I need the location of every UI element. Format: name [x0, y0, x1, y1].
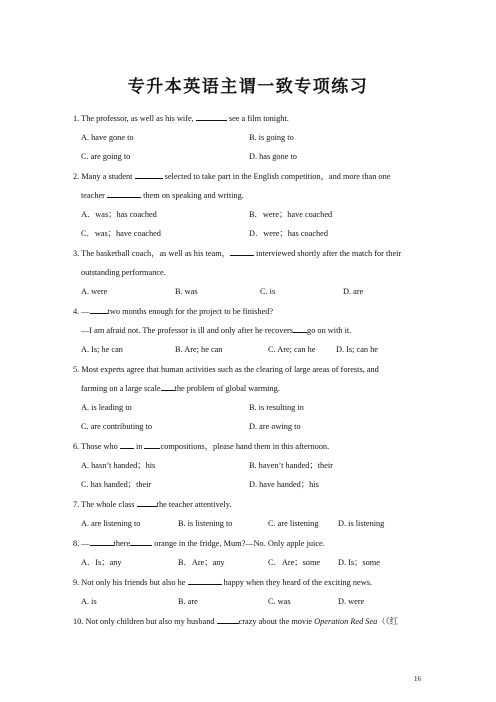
question-text: selected to take part in the English competition，and more than one — [162, 172, 391, 181]
question-6 — [73, 437, 429, 456]
question-text: 3. The basketball coach，as well as his team， — [73, 249, 230, 258]
option-a: A．Is；any — [81, 558, 122, 567]
option-d: D．were；has coached — [249, 229, 329, 238]
answer-blank — [144, 440, 160, 449]
option-b: B. is resulting in — [249, 403, 304, 412]
question-text: （《红 — [377, 617, 399, 626]
question-text: 10. Not only children but also my husband — [73, 617, 217, 626]
question-4-line-2 — [73, 321, 437, 340]
option-d: D. has gone to — [249, 152, 297, 161]
option-a: A．was；has coached — [81, 210, 157, 219]
movie-title: Operation Red Sea — [314, 617, 378, 626]
option-a: A. have gone to — [81, 133, 134, 142]
question-8 — [73, 534, 429, 553]
question-text: 6. Those who — [73, 442, 120, 451]
answer-blank — [135, 170, 163, 179]
option-d: D. have handed；his — [249, 480, 319, 489]
option-d: D. were — [338, 597, 365, 606]
question-2-line-2 — [73, 186, 437, 205]
answer-blank — [196, 112, 227, 121]
answer-blank — [90, 305, 108, 314]
answer-blank — [130, 537, 152, 546]
answer-blank — [188, 576, 222, 585]
question-text: interviewed shortly after the match for their — [253, 249, 402, 258]
option-c: C. are listening — [268, 519, 319, 528]
question-10 — [73, 612, 429, 631]
option-a: A. is leading to — [81, 403, 132, 412]
question-text: 9. Not only his friends but also he — [73, 578, 188, 587]
option-d: D. Is; can he — [336, 345, 378, 354]
question-text: compositions，please hand them in this afternoon. — [160, 442, 330, 451]
question-5-line-2 — [73, 379, 437, 398]
option-d: D. are — [343, 287, 364, 296]
option-c: C. are going to — [81, 152, 131, 161]
option-c: C. has handed；their — [81, 480, 152, 489]
option-c: C．Are；some — [268, 558, 321, 567]
question-1 — [73, 109, 429, 128]
option-b: B．Are；any — [178, 558, 225, 567]
option-c: C. Are; can he — [268, 345, 316, 354]
question-3 — [73, 244, 429, 263]
question-9 — [73, 573, 429, 592]
question-4 — [73, 302, 429, 321]
answer-blank — [137, 498, 157, 507]
option-a: A. hasn’t handed；his — [81, 461, 156, 470]
option-a: A. were — [81, 287, 108, 296]
question-3-line-2: outstanding performance. — [81, 268, 166, 277]
question-text: 2. Many a student — [73, 172, 135, 181]
question-text: orange in the fridge, Mum?—No. Only apple juice. — [152, 539, 325, 548]
question-text: crazy about the movie — [238, 617, 315, 626]
question-text: 8. — — [73, 539, 90, 548]
page-number: 16 — [414, 675, 421, 683]
option-a: A. Is; he can — [81, 345, 123, 354]
page-title: 专升本英语主谓一致专项练习 — [127, 77, 369, 97]
question-text: happy when they heard of the exciting news. — [221, 578, 372, 587]
question-text: teacher — [81, 191, 108, 200]
question-text: the problem of global warming. — [174, 384, 280, 393]
question-text: —I am afraid not. The professor is ill and only after he recovers — [81, 326, 294, 335]
question-7 — [73, 495, 429, 514]
option-b: B. was — [175, 287, 198, 296]
option-b: B. haven’t handed；their — [249, 461, 333, 470]
question-text: go on with it. — [307, 326, 352, 335]
question-text: see a film tonight. — [226, 114, 289, 123]
option-d: D. are owing to — [249, 422, 301, 431]
question-text: them on speaking and writing. — [141, 191, 244, 200]
answer-blank — [293, 324, 307, 333]
option-c: C. is — [260, 287, 276, 296]
question-text: 4. — — [73, 307, 90, 316]
question-text: the teacher attentively. — [156, 500, 232, 509]
answer-blank — [230, 247, 254, 256]
option-b: B. is listening to — [178, 519, 233, 528]
answer-blank — [107, 189, 141, 198]
question-text: there — [113, 539, 131, 548]
option-a: A. is — [81, 597, 97, 606]
option-b: B．were；have coached — [249, 210, 333, 219]
answer-blank — [161, 382, 175, 391]
question-text: 7. The whole class — [73, 500, 137, 509]
question-2 — [73, 167, 429, 186]
option-d: D. is listening — [338, 519, 385, 528]
option-d: D. Is；some — [338, 558, 380, 567]
option-b: B. are — [178, 597, 198, 606]
option-a: A. are listening to — [81, 519, 141, 528]
answer-blank — [90, 537, 114, 546]
answer-blank — [120, 440, 134, 449]
option-b: B. Are; he can — [175, 345, 223, 354]
option-b: B. is going to — [249, 133, 294, 142]
option-c: C. was — [268, 597, 291, 606]
question-5: 5. Most experts agree that human activities such as the clearing of large areas of forests, and — [73, 365, 379, 374]
option-c: C．was；have coached — [81, 229, 161, 238]
question-text: 1. The professor, as well as his wife, — [73, 114, 196, 123]
question-text: two months enough for the project to be finished? — [107, 307, 274, 316]
option-c: C. are contributing to — [81, 422, 152, 431]
question-text: farming on a large scale — [81, 384, 161, 393]
answer-blank — [217, 615, 239, 624]
question-text: in — [133, 442, 145, 451]
